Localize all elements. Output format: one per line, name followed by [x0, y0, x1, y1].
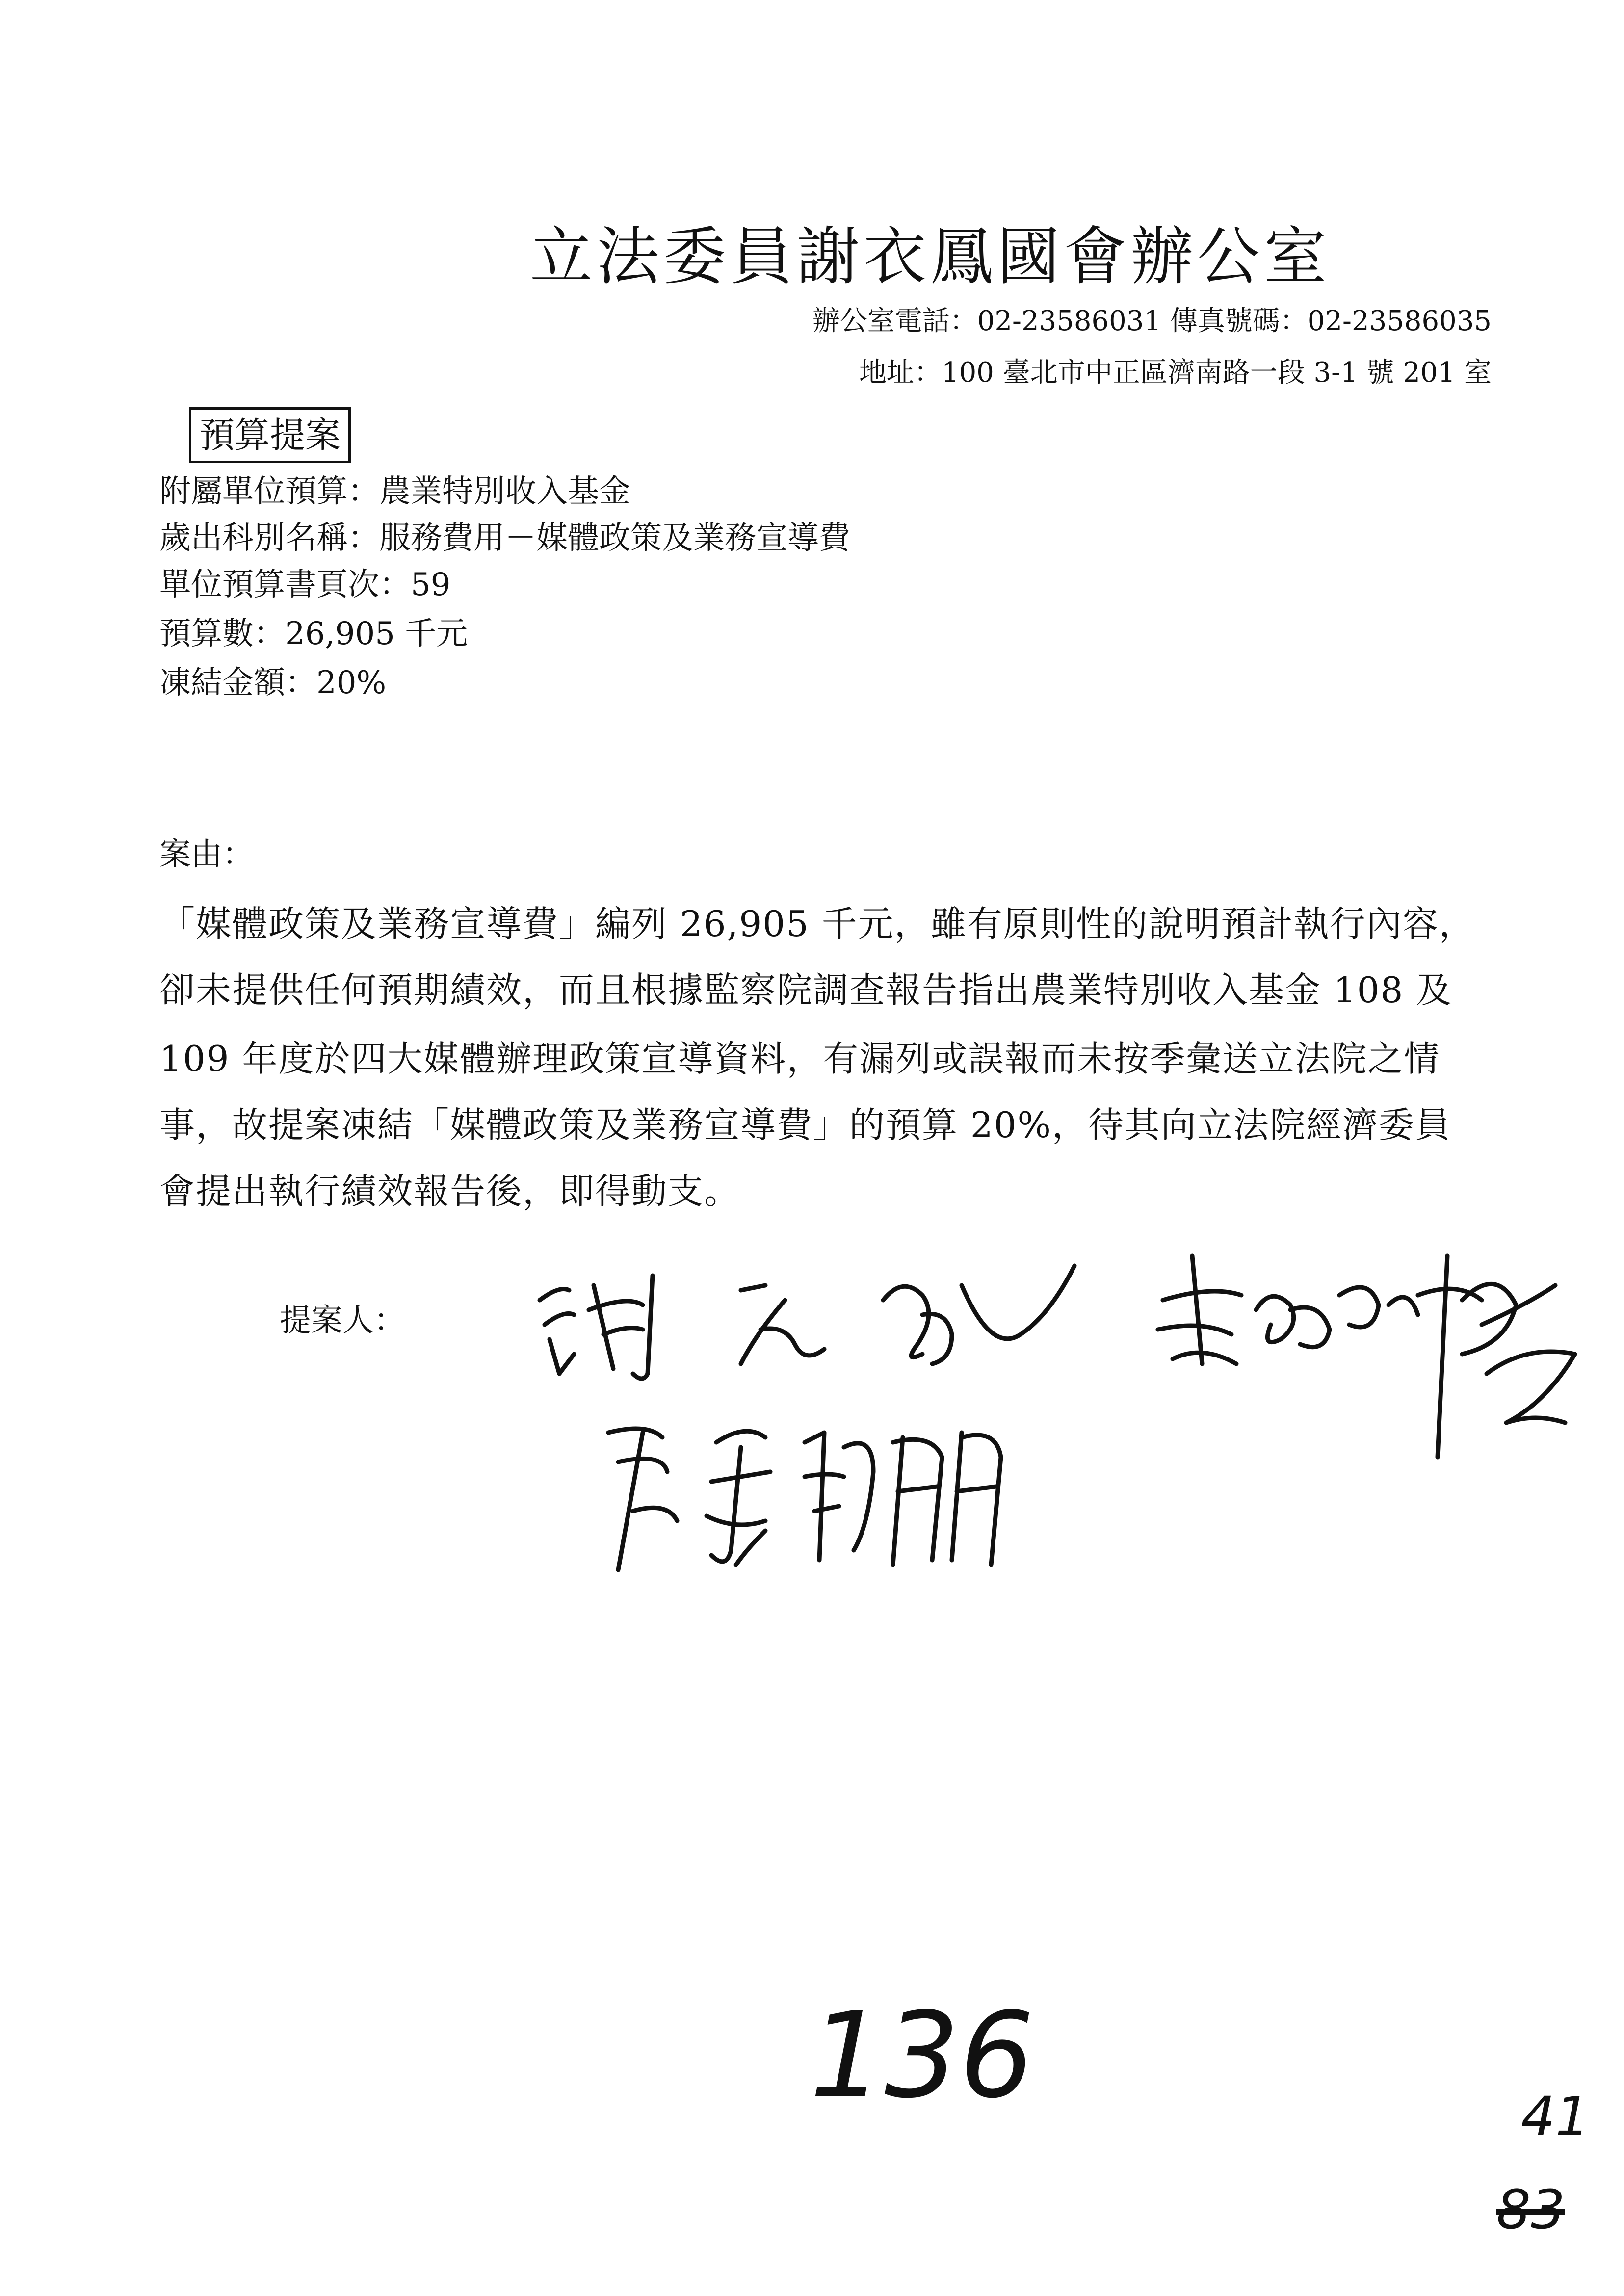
- document-type-tag: 預算提案: [189, 407, 351, 463]
- reason-line: 事，故提案凍結「媒體政策及業務宣導費」的預算 20%，待其向立法院經濟委員: [159, 1104, 1451, 1146]
- signature-2: [1143, 1236, 1595, 1482]
- field-expenditure-category: 歲出科別名稱：服務費用－媒體政策及業務宣導費: [159, 520, 850, 556]
- handwritten-corner-number-top: 41: [1521, 2085, 1590, 2148]
- office-phone-fax: 辦公室電話：02-23586031 傳真號碼：02-23586035: [812, 305, 1492, 337]
- handwritten-corner-number-bottom: 83: [1496, 2178, 1565, 2241]
- field-budget-book-page: 單位預算書頁次：59: [159, 567, 451, 603]
- field-budget-amount: 預算數：26,905 千元: [159, 616, 468, 652]
- proposer-label: 提案人：: [280, 1303, 405, 1339]
- field-attached-budget: 附屬單位預算：農業特別收入基金: [159, 473, 630, 510]
- reason-label: 案由：: [159, 836, 254, 873]
- reason-line: 109 年度於四大媒體辦理政策宣導資料，有漏列或誤報而未按季彙送立法院之情: [159, 1038, 1441, 1079]
- signature-3: [589, 1403, 1030, 1590]
- office-title: 立法委員謝衣鳳國會辦公室: [530, 220, 1331, 293]
- field-freeze-amount: 凍結金額：20%: [159, 665, 387, 701]
- reason-line: 卻未提供任何預期績效，而且根據監察院調查報告指出農業特別收入基金 108 及: [159, 969, 1453, 1011]
- signature-1: [530, 1256, 1079, 1383]
- office-address: 地址：100 臺北市中正區濟南路一段 3-1 號 201 室: [859, 357, 1492, 389]
- reason-line: 會提出執行績效報告後，即得動支。: [159, 1171, 741, 1212]
- handwritten-page-number: 136: [810, 1987, 1035, 2124]
- reason-line: 「媒體政策及業務宣導費」編列 26,905 千元，雖有原則性的說明預計執行內容，: [159, 903, 1475, 944]
